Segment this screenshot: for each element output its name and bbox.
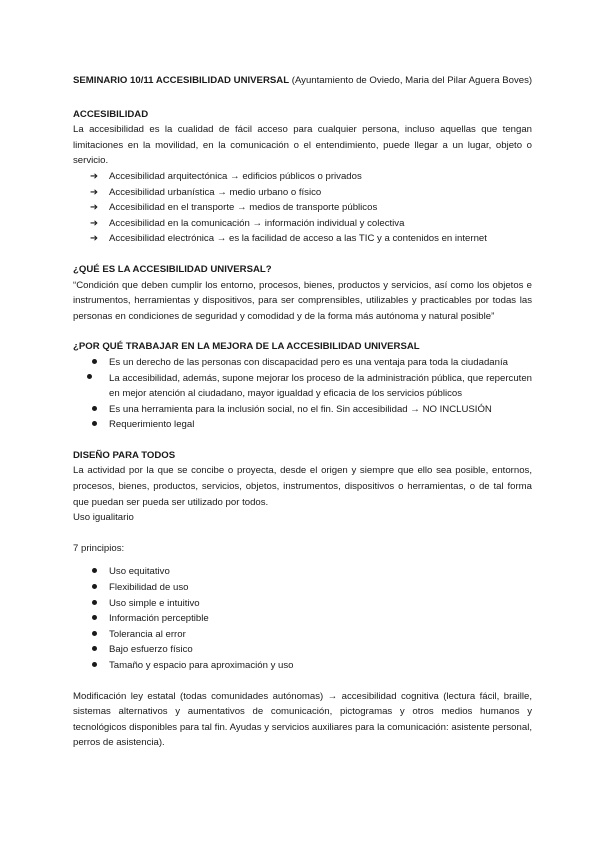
- bullet-dot-icon: [87, 627, 101, 643]
- list-item: [73, 417, 532, 433]
- section-heading: DISEÑO PARA TODOS: [73, 449, 176, 461]
- definition-quote: “Condición que deben cumplir los entorno, procesos, bienes, productos y servicios, así como los objetos e instrumentos, herramientas y dispositivos, para ser comprensibles, utilizables y practicables por todas las personas en condiciones de seguridad y comodidad y de la forma más autónoma y natural posible”: [73, 279, 532, 322]
- arrow-bullet-icon: ➔: [89, 202, 99, 214]
- section-paragraph: Modificación ley estatal (todas comunidades autónomas) → accesibilidad cognitiva (lectura fácil, braille, sistemas alternativos y aumentativos de comunicación, pictogramas y otros medios humanos y tecnológicos disponibles para tal fin. Ayudas y servicios auxiliares para la comunicación: asistente personal, perros de asistencia).: [73, 690, 532, 749]
- document-title: [73, 73, 532, 89]
- list-item: [73, 200, 532, 216]
- list-item-text: Uso equitativo: [109, 566, 170, 578]
- list-item-text: Accesibilidad en la comunicación → información individual y colectiva: [109, 217, 405, 229]
- list-item-text: La accesibilidad, además, supone mejorar los proceso de la administración pública, que repercuten en mejor atención al ciudadano, mayor igualdad y eficacia de los servicios públicos: [109, 372, 532, 400]
- list-item-text: Información perceptible: [109, 613, 209, 625]
- section-heading: ¿QUÉ ES LA ACCESIBILIDAD UNIVERSAL?: [73, 263, 272, 275]
- list-item: [73, 642, 532, 658]
- list-item: [73, 402, 532, 418]
- bullet-dot-icon: [87, 417, 101, 433]
- list-item-text: Bajo esfuerzo físico: [109, 644, 193, 656]
- list-item-text: Uso simple e intuitivo: [109, 597, 200, 609]
- list-item: [73, 185, 532, 201]
- section-line: Uso igualitario: [73, 512, 134, 524]
- arrow-bullet-icon: ➔: [89, 217, 99, 229]
- list-item-text: Es un derecho de las personas con discapacidad pero es una ventaja para toda la ciudadanía: [109, 356, 508, 368]
- list-item-text: Accesibilidad electrónica → es la facilidad de acceso a las TIC y a contenidos en internet: [109, 233, 487, 245]
- section-principios: [73, 541, 532, 674]
- bullet-dot-icon: [87, 371, 101, 387]
- list-item: [73, 580, 532, 596]
- arrow-bullet-icon: ➔: [89, 233, 99, 245]
- title-rest: (Ayuntamiento de Oviedo, Maria del Pilar Aguera Boves): [289, 75, 533, 86]
- section-modificacion: [73, 689, 532, 751]
- list-item-text: Tamaño y espacio para aproximación y uso: [109, 660, 294, 671]
- title-bold: SEMINARIO 10/11 ACCESIBILIDAD UNIVERSAL: [73, 75, 290, 86]
- section-que-es: [73, 262, 532, 324]
- list-item-text: Requerimiento legal: [109, 419, 195, 431]
- section-diseno: [73, 448, 532, 526]
- section-paragraph: La accesibilidad es la cualidad de fácil acceso para cualquier persona, incluso aquellas que tengan limitaciones en la movilidad, en la comunicación o el entendimiento, puede llegar a un lugar, objeto o servicio.: [73, 124, 532, 167]
- list-item-text: Accesibilidad arquitectónica → edificios públicos o privados: [109, 170, 362, 182]
- list-item-text: Flexibilidad de uso: [109, 582, 189, 594]
- bullet-dot-icon: [87, 402, 101, 418]
- section-heading: ¿POR QUÉ TRABAJAR EN LA MEJORA DE LA ACCESIBILIDAD UNIVERSAL: [73, 341, 420, 353]
- principles-list: [73, 564, 532, 673]
- list-item: [73, 371, 532, 402]
- list-item: [73, 216, 532, 232]
- list-item-text: Accesibilidad en el transporte → medios de transporte públicos: [109, 202, 378, 214]
- document-body: [73, 73, 532, 751]
- list-item: [73, 169, 532, 185]
- bullet-dot-icon: [87, 596, 101, 612]
- section-accesibilidad: [73, 107, 532, 247]
- principles-intro: 7 principios:: [73, 542, 125, 554]
- bullet-dot-icon: [87, 564, 101, 580]
- list-item: [73, 627, 532, 643]
- list-item-text: Es una herramienta para la inclusión social, no el fin. Sin accesibilidad → NO INCLUSIÓN: [109, 403, 492, 415]
- bullet-list: [73, 355, 532, 433]
- arrow-bullet-icon: ➔: [89, 170, 99, 182]
- bullet-dot-icon: [87, 611, 101, 627]
- section-por-que: [73, 339, 532, 433]
- list-item: [73, 596, 532, 612]
- bullet-dot-icon: [87, 580, 101, 596]
- list-item-text: Accesibilidad urbanística → medio urbano o físico: [109, 186, 322, 198]
- list-item: [73, 658, 532, 674]
- list-item: [73, 611, 532, 627]
- list-item-text: Tolerancia al error: [109, 628, 186, 640]
- arrow-list: [73, 169, 532, 247]
- section-paragraph: La actividad por la que se concibe o proyecta, desde el origen y siempre que ello sea posible, entornos, procesos, bienes, productos, servicios, objetos, instrumentos, dispositivos o herramientas, o de tal forma que puedan ser pueda ser utilizado por todos.: [73, 465, 532, 508]
- list-item: [73, 355, 532, 371]
- section-heading: ACCESIBILIDAD: [73, 108, 149, 120]
- bullet-dot-icon: [87, 658, 101, 674]
- bullet-dot-icon: [87, 642, 101, 658]
- bullet-dot-icon: [87, 355, 101, 371]
- arrow-bullet-icon: ➔: [89, 186, 99, 198]
- list-item: [73, 564, 532, 580]
- list-item: [73, 231, 532, 247]
